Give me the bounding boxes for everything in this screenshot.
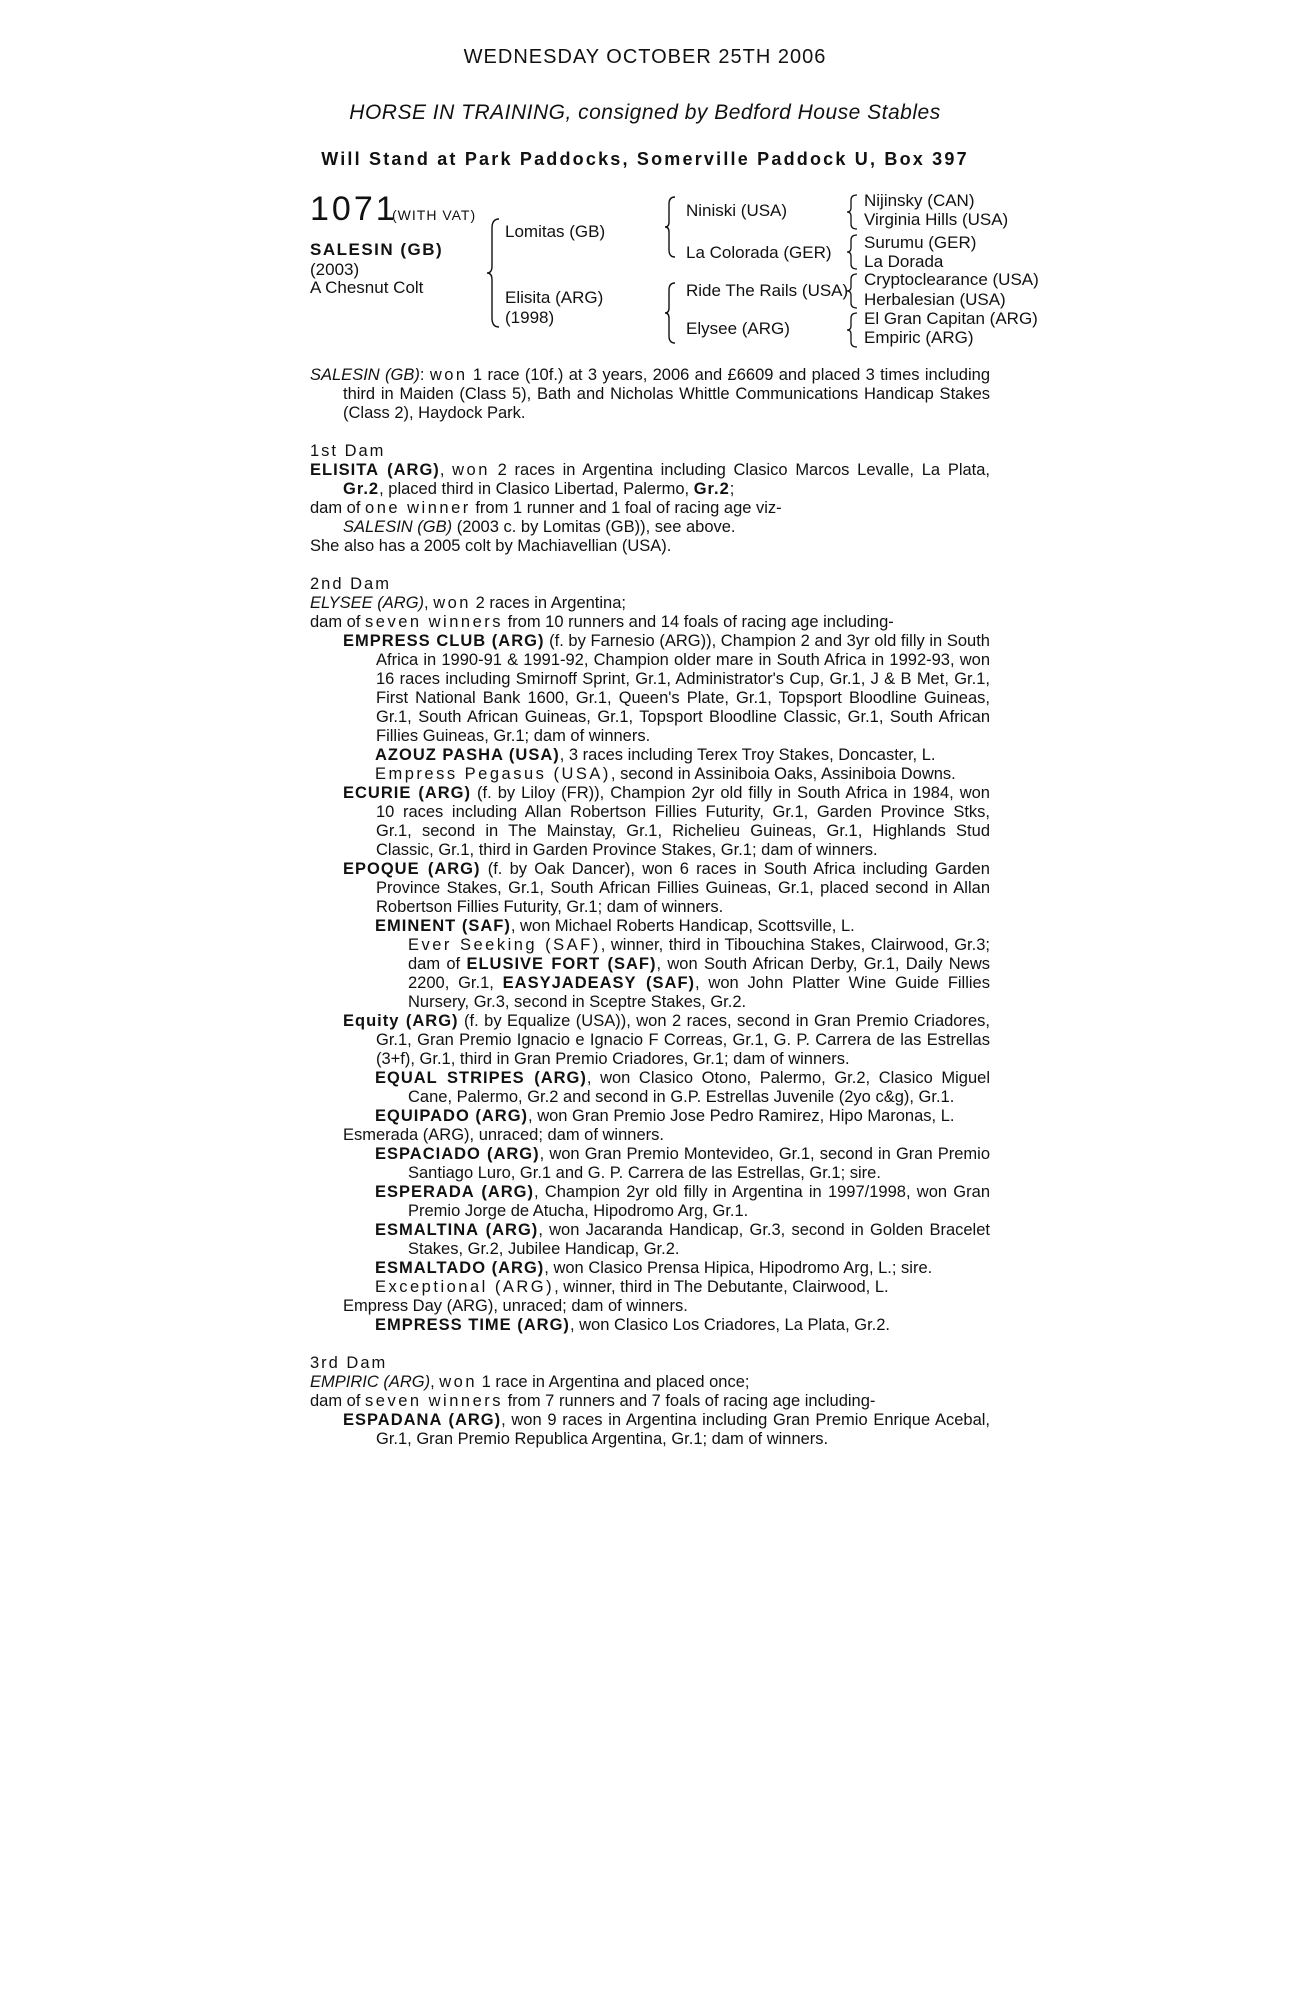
pedigree-sire-dam: La Colorada (GER) xyxy=(686,243,832,262)
produce-ecurie: ECURIE (ARG) (f. by Liloy (FR)), Champion 2yr old filly in South Africa in 1984, won 10 races including Allan Robertson Fillies Futurity, Gr.1, Garden Province Stks, Gr.1, second in The Mainstay, Gr.1, Richelieu Guineas, Gr.1, Highlands Stud Classic, Gr.1, third in Garden Province Stakes, Gr.1; dam of winners. xyxy=(343,784,990,859)
produce-empress-time: EMPRESS TIME (ARG), won Clasico Los Criadores, La Plata, Gr.2. xyxy=(375,1316,891,1334)
first-dam-name: ELISITA (ARG) xyxy=(310,461,440,479)
produce-ever-seeking: Ever Seeking (SAF), winner, third in Tibouchina Stakes, Clairwood, Gr.3; dam of ELUSIVE FORT (SAF), won South African Derby, Gr.1, Daily News 2200, Gr.1, EASYJADEASY (SAF), won John Platter Wine Guide Fillies Nursery, Gr.3, second in Sceptre Stakes, Gr.2. xyxy=(408,936,991,1011)
third-dam-produce-summary: dam of seven winners from 7 runners and 7 foals of racing age including- xyxy=(310,1392,876,1410)
horse-year: (2003) xyxy=(310,260,360,279)
sale-date: WEDNESDAY OCTOBER 25TH 2006 xyxy=(463,46,827,68)
produce-empress-pegasus: Empress Pegasus (USA), second in Assiniboia Oaks, Assiniboia Downs. xyxy=(375,765,956,783)
produce-azouz-pasha: AZOUZ PASHA (USA), 3 races including Terex Troy Stakes, Doncaster, L. xyxy=(375,746,936,764)
pedigree-sire: Lomitas (GB) xyxy=(505,222,606,241)
first-dam-heading: 1st Dam xyxy=(310,442,386,460)
brace-sire-parents xyxy=(664,196,676,258)
horse-description: A Chesnut Colt xyxy=(310,278,424,297)
pedigree-g3: Surumu (GER) xyxy=(864,233,977,252)
pedigree-g1: Nijinsky (CAN) xyxy=(864,191,975,210)
first-dam-produce-salesin: SALESIN (GB) (2003 c. by Lomitas (GB)), see above. xyxy=(343,518,736,536)
produce-esmerada: Esmerada (ARG), unraced; dam of winners. xyxy=(343,1126,664,1144)
first-dam-note: She also has a 2005 colt by Machiavellian (USA). xyxy=(310,537,672,555)
produce-espaciado: ESPACIADO (ARG), won Gran Premio Montevideo, Gr.1, second in Gran Premio Santiago Luro, Gr.1 and G. P. Carrera de las Estrellas, Gr.1; sire. xyxy=(375,1145,990,1182)
pedigree-g4: La Dorada xyxy=(864,252,944,271)
produce-esperada: ESPERADA (ARG), Champion 2yr old filly in Argentina in 1997/1998, won Gran Premio Jorge de Atucha, Hipodromo Arg, Gr.1. xyxy=(375,1183,990,1220)
produce-epoque: EPOQUE (ARG) (f. by Oak Dancer), won 6 races in South Africa including Garden Province Stakes, Gr.1, South African Fillies Guineas, Gr.1, placed second in Allan Robertson Fillies Futurity, Gr.1; dam of winners. xyxy=(343,860,990,916)
catalogue-body xyxy=(310,366,990,1449)
produce-esmaltado: ESMALTADO (ARG), won Clasico Prensa Hipica, Hipodromo Arg, L.; sire. xyxy=(375,1259,933,1277)
brace-g4 xyxy=(846,312,858,348)
produce-equipado: EQUIPADO (ARG), won Gran Premio Jose Pedro Ramirez, Hipo Maronas, L. xyxy=(375,1107,955,1125)
first-dam-record: ELISITA (ARG), won 2 races in Argentina including Clasico Marcos Levalle, La Plata, Gr.2, placed third in Clasico Libertad, Palermo, Gr.2; xyxy=(310,461,991,498)
produce-empress-club: EMPRESS CLUB (ARG) (f. by Farnesio (ARG)), Champion 2 and 3yr old filly in South Africa in 1990-91 & 1991-92, Champion older mare in South Africa in 1992-93, won 16 races including Smirnoff Sprint, Gr.1, Administrator's Cup, Gr.1, J & B Met, Gr.1, First National Bank 1600, Gr.1, Queen's Plate, Gr.1, Topsport Bloodline Guineas, Gr.1, South African Guineas, Gr.1, Topsport Bloodline Classic, Gr.1, South African Fillies Guineas, Gr.1; dam of winners. xyxy=(343,632,990,745)
second-dam-record: ELYSEE (ARG), won 2 races in Argentina; xyxy=(310,594,626,612)
pedigree-dam-dam: Elysee (ARG) xyxy=(686,319,790,338)
pedigree-dam: Elisita (ARG) xyxy=(505,288,604,307)
produce-esmaltina: ESMALTINA (ARG), won Jacaranda Handicap, Gr.3, second in Golden Bracelet Stakes, Gr.2, Jubilee Handicap, Gr.2. xyxy=(375,1221,990,1258)
pedigree-g7: El Gran Capitan (ARG) xyxy=(864,309,1038,328)
record-text: 1 race (10f.) at 3 years, 2006 and £6609 and placed 3 times including third in Maiden (Class 5), Bath and Nicholas Whittle Communications Handicap Stakes (Class 2), Haydock Park. xyxy=(343,366,990,422)
brace-g1 xyxy=(846,194,858,230)
produce-espadana: ESPADANA (ARG), won 9 races in Argentina including Gran Premio Enrique Acebal, Gr.1, Gran Premio Republica Argentina, Gr.1; dam of winners. xyxy=(343,1411,991,1448)
stand-location: Will Stand at Park Paddocks, Somerville Paddock U, Box 397 xyxy=(321,149,969,169)
produce-equal-stripes: EQUAL STRIPES (ARG), won Clasico Otono, Palermo, Gr.2, Clasico Miguel Cane, Palermo, Gr.2 and second in G.P. Estrellas Juvenile (2yo c&g), Gr.1. xyxy=(375,1069,990,1106)
second-dam-heading: 2nd Dam xyxy=(310,575,391,593)
lot-number: 1071 xyxy=(310,190,398,228)
produce-eminent: EMINENT (SAF), won Michael Roberts Handicap, Scottsville, L. xyxy=(375,917,855,935)
pedigree-sire-sire: Niniski (USA) xyxy=(686,201,788,220)
brace-parents xyxy=(486,218,500,328)
produce-equity: Equity (ARG) (f. by Equalize (USA)), won 2 races, second in Gran Premio Criadores, Gr.1, Gran Premio Ignacio e Ignacio F Correas, Gr.1, G. P. Carrera de las Estrellas (3+f), Gr.1, third in Gran Premio Criadores, Gr.1; dam of winners. xyxy=(343,1012,990,1068)
pedigree-g8: Empiric (ARG) xyxy=(864,328,974,347)
brace-dam-parents xyxy=(664,282,676,344)
pedigree-g2: Virginia Hills (USA) xyxy=(864,210,1009,229)
pedigree-dam-sire: Ride The Rails (USA) xyxy=(686,281,849,300)
third-dam-heading: 3rd Dam xyxy=(310,1354,388,1372)
record-won: won xyxy=(429,366,468,384)
vat-note: (WITH VAT) xyxy=(392,207,477,223)
second-dam-produce-summary: dam of seven winners from 10 runners and 14 foals of racing age including- xyxy=(310,613,894,631)
race-record: SALESIN (GB): won 1 race (10f.) at 3 years, 2006 and £6609 and placed 3 times including third in Maiden (Class 5), Bath and Nicholas Whittle Communications Handicap Stakes (Class 2), Haydock Park. xyxy=(310,366,990,422)
horse-name: SALESIN (GB) xyxy=(310,240,444,259)
third-dam-record: EMPIRIC (ARG), won 1 race in Argentina and placed once; xyxy=(310,1373,750,1391)
pedigree-g5: Cryptoclearance (USA) xyxy=(864,270,1039,289)
produce-empress-day: Empress Day (ARG), unraced; dam of winners. xyxy=(343,1297,688,1315)
brace-g2 xyxy=(846,234,858,270)
first-dam-produce-summary: dam of one winner from 1 runner and 1 foal of racing age viz- xyxy=(310,499,782,517)
consignment-line: HORSE IN TRAINING, consigned by Bedford House Stables xyxy=(349,101,941,124)
pedigree-g6: Herbalesian (USA) xyxy=(864,290,1006,309)
produce-exceptional: Exceptional (ARG), winner, third in The Debutante, Clairwood, L. xyxy=(375,1278,889,1296)
record-horse-name: SALESIN (GB) xyxy=(310,366,420,384)
pedigree-dam-year: (1998) xyxy=(505,308,555,327)
